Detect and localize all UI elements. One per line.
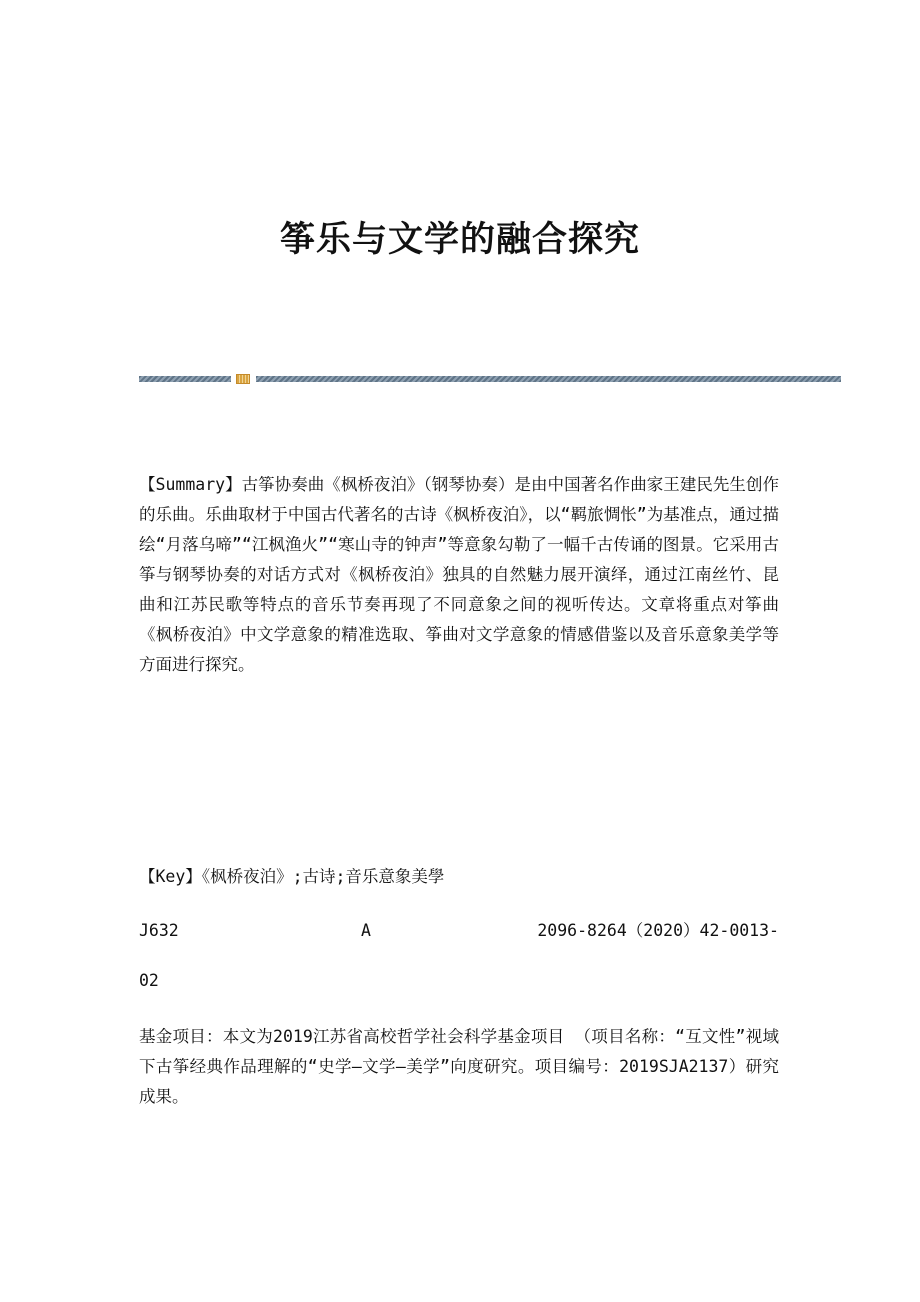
article-id-continuation: 02	[139, 971, 159, 990]
fund-paragraph: 基金项目：本文为2019江苏省高校哲学社会科学基金项目 （项目名称：“互文性”视域下古筝经典作品理解的“史学—文学—美学”向度研究。项目编号：2019SJA2137）研究成果。	[139, 1027, 779, 1106]
divider-bar-right	[256, 376, 841, 382]
document-title: 筝乐与文学的融合探究	[279, 219, 640, 260]
title-divider	[139, 374, 841, 384]
keywords-text: 《枫桥夜泊》;古诗;音乐意象美學	[201, 867, 445, 886]
summary-paragraph	[139, 470, 779, 680]
article-id: 2096-8264（2020）42-0013-	[537, 921, 779, 940]
keywords-section	[139, 862, 779, 892]
clc-number: J632	[139, 921, 179, 940]
document-code: A	[361, 921, 371, 940]
divider-ornament-icon	[236, 374, 250, 384]
keywords-label: 【Key】	[139, 867, 202, 886]
keywords-paragraph	[139, 862, 779, 892]
classification-line	[139, 916, 779, 946]
divider-bar-left	[139, 376, 231, 382]
summary-section	[139, 470, 779, 680]
fund-section	[139, 1022, 779, 1112]
summary-label: 【Summary】	[139, 475, 242, 494]
summary-text: 古筝协奏曲《枫桥夜泊》（钢琴协奏）是由中国著名作曲家王建民先生创作的乐曲。乐曲取材于中国古代著名的古诗《枫桥夜泊》，以“羁旅惆怅”为基准点，通过描绘“月落乌啼”“江枫渔火”“寒山寺的钟声”等意象勾勒了一幅千古传诵的图景。它采用古筝与钢琴协奏的对话方式对《枫桥夜泊》独具的自然魅力展开演绎，通过江南丝竹、昆曲和江苏民歌等特点的音乐节奏再现了不同意象之间的视听传达。文章将重点对筝曲《枫桥夜泊》中文学意象的精准选取、筝曲对文学意象的情感借鉴以及音乐意象美学等方面进行探究。	[139, 475, 779, 674]
